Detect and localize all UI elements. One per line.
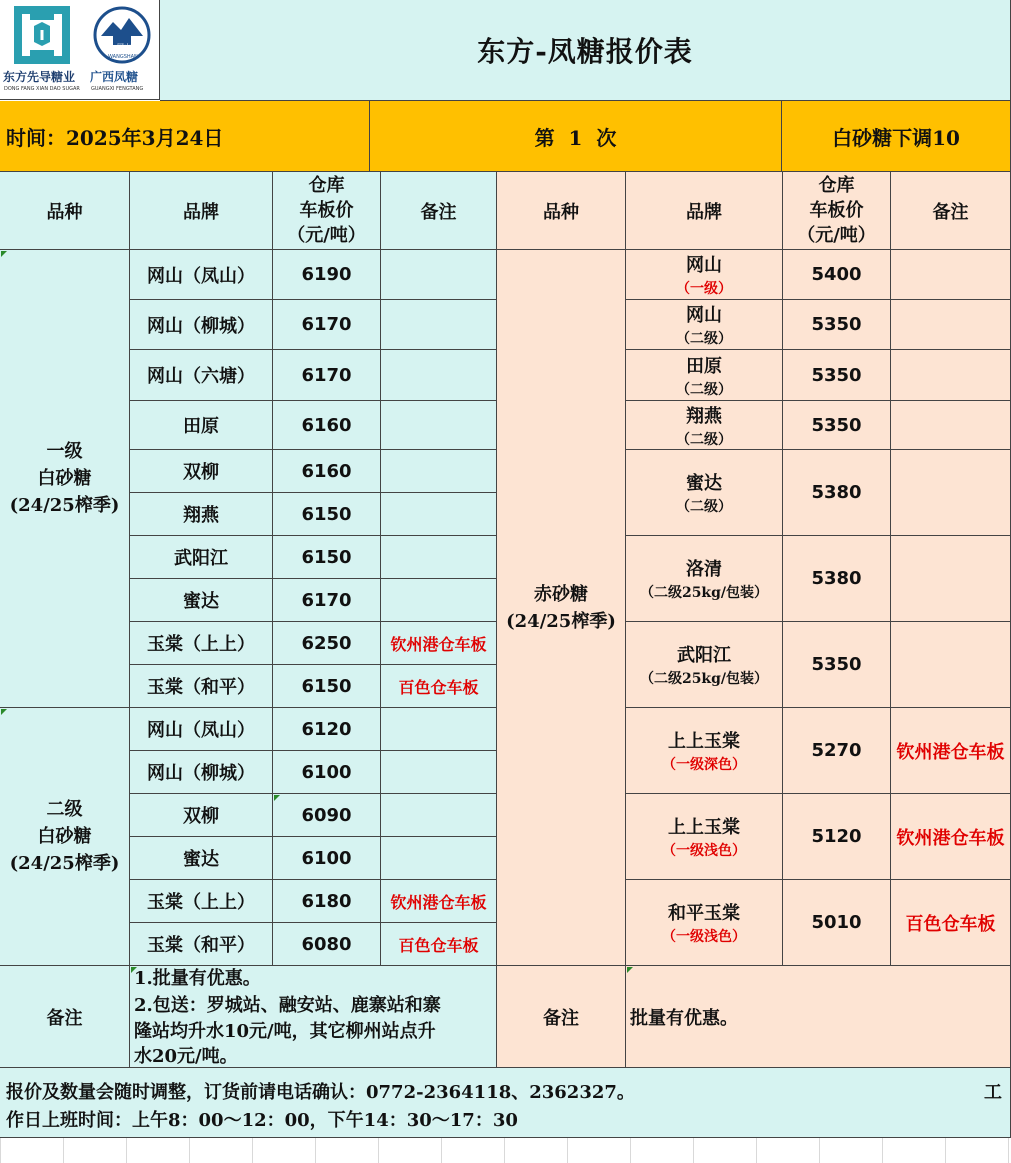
price-cell: 5350 [783,350,891,401]
brand-cell: 田原 [130,401,273,450]
brand-grade: （二级） [676,499,732,515]
remarks-text-right: 批量有优惠。 [626,966,1011,1068]
price-cell: 5380 [783,536,891,622]
footer-line-2: 作日上班时间：上午8：00～12：00，下午14：30～17：30 [6,1110,518,1131]
remark-cell [891,536,1011,622]
brand-name: 翔燕 [686,405,722,427]
brand-grade: （一级深色） [662,757,746,773]
remark-cell [891,450,1011,536]
header-brand-left: 品牌 [130,172,273,250]
remark-line: 隆站均升水10元/吨，其它柳州站点升 [134,1021,436,1042]
price-cell: 5400 [783,250,891,300]
brand-name: 网山 [686,255,722,276]
brand-cell: 武阳江 [130,536,273,579]
header-price-line: 仓库 [818,175,855,196]
brand-name: 上上玉棠 [668,817,740,838]
remark-cell: 百色仓车板 [381,665,497,708]
variety-line: 一级 [46,441,83,462]
price-cell: 5010 [783,880,891,966]
fengtang-logo-pinyin: GUANGXI FENGTANG [91,86,144,92]
header-price-line: 仓库 [308,175,345,196]
price-cell: 6180 [273,880,381,923]
remark-cell: 百色仓车板 [381,923,497,966]
footer-line-1-tail: 工 [984,1082,1002,1103]
wangshan-seal-text: WANGSHAN [108,54,138,60]
brand-cell: 双柳 [130,794,273,837]
header-variety-right: 品种 [497,172,626,250]
variety-line: 赤砂糖 [534,583,588,605]
brand-cell: 网山（凤山） [130,250,273,300]
adjustment-note: 白砂糖下调10 [782,101,1011,172]
brand-grade: （二级） [676,331,732,347]
brand-cell [626,794,783,880]
brand-cell: 蜜达 [130,579,273,622]
brand-name: 上上玉棠 [668,731,740,752]
variety-line: (24/25榨季) [506,610,616,632]
brand-name: 蜜达 [686,473,722,494]
footer-notice [0,1068,1011,1138]
dongfang-logo-name: 东方先导糖业 [3,70,76,84]
header-remark-left: 备注 [381,172,497,250]
brand-cell [626,350,783,401]
header-price-right [783,172,891,250]
remark-cell [381,794,497,837]
variety-line: 白砂糖 [37,468,92,489]
brand-grade: （一级浅色） [662,843,746,859]
remark-cell [381,579,497,622]
grade2-white-sugar-label [0,708,130,966]
variety-line: 二级 [46,799,83,820]
brand-name: 和平玉棠 [668,903,740,924]
brand-cell: 双柳 [130,450,273,493]
price-cell: 5350 [783,300,891,350]
brand-name: 武阳江 [677,645,731,666]
variety-line: (24/25榨季) [9,495,120,516]
price-cell: 6190 [273,250,381,300]
page-title: 东方-凤糖报价表 [160,0,1011,101]
variety-line: 白砂糖 [37,826,92,847]
brand-cell [626,880,783,966]
price-cell: 5380 [783,450,891,536]
grade1-white-sugar-label [0,250,130,708]
dongfang-logo-pinyin: DONG FANG XIAN DAO SUGAR [4,86,80,92]
brand-grade: （一级） [676,281,732,297]
price-cell: 6170 [273,579,381,622]
header-remark-right: 备注 [891,172,1011,250]
remark-cell [381,350,497,401]
header-price-left [273,172,381,250]
issue-label: 第 1 次 [370,101,782,172]
price-cell: 6120 [273,708,381,751]
price-cell: 6250 [273,622,381,665]
brand-cell [626,622,783,708]
dongfang-logo-icon [14,6,70,64]
brand-cell [626,300,783,350]
price-cell: 5120 [783,794,891,880]
brand-name: 洛清 [686,559,722,580]
price-cell: 6160 [273,401,381,450]
remark-cell [381,751,497,794]
price-cell: 5270 [783,708,891,794]
price-cell: 6100 [273,837,381,880]
brand-grade: （二级） [676,381,732,398]
header-price-line: 车板价 [809,200,864,221]
brand-cell: 网山（柳城） [130,300,273,350]
brand-cell: 玉棠（和平） [130,923,273,966]
date-label: 时间：2025年3月24日 [0,101,370,172]
brand-cell: 翔燕 [130,493,273,536]
brand-cell: 玉棠（上上） [130,622,273,665]
price-cell: 6100 [273,751,381,794]
logo-area [0,0,160,100]
remark-cell [381,493,497,536]
brand-grade: （二级25kg/包装） [639,585,769,601]
remark-line: 水20元/吨。 [134,1046,238,1067]
footer-line-1: 报价及数量会随时调整，订货前请电话确认：0772-2364118、2362327。 [6,1082,635,1103]
brand-grade: （一级浅色） [662,929,746,945]
remark-cell [891,300,1011,350]
remark-cell [891,622,1011,708]
remark-cell [381,300,497,350]
brand-grade: （二级25kg/包装） [639,671,769,687]
remark-cell: 钦州港仓车板 [381,880,497,923]
brand-cell: 网山（凤山） [130,708,273,751]
remark-cell [381,536,497,579]
remark-cell [891,401,1011,450]
remarks-label-right: 备注 [497,966,626,1068]
price-cell: 6080 [273,923,381,966]
price-cell: 6090 [273,794,381,837]
wangshan-seal-cn: 网山 [117,43,131,51]
price-cell: 6160 [273,450,381,493]
price-cell: 6150 [273,665,381,708]
remark-cell: 钦州港仓车板 [381,622,497,665]
brand-cell: 蜜达 [130,837,273,880]
brand-name: 田原 [686,355,722,377]
remark-cell [891,350,1011,401]
remark-line: 2.包送：罗城站、融安站、鹿寨站和寨 [134,995,441,1016]
price-cell: 5350 [783,622,891,708]
header-brand-right: 品牌 [626,172,783,250]
brand-cell [626,250,783,300]
fengtang-logo-name: 广西凤糖 [90,70,139,84]
remark-cell: 百色仓车板 [891,880,1011,966]
remarks-text-left [130,966,497,1068]
price-cell: 6170 [273,350,381,401]
brown-sugar-label [497,250,626,966]
variety-line: (24/25榨季) [9,853,120,874]
brand-name: 网山 [686,305,722,326]
price-cell: 6150 [273,493,381,536]
remarks-label-left: 备注 [0,966,130,1068]
price-cell: 5350 [783,401,891,450]
header-variety-left: 品种 [0,172,130,250]
remark-cell [381,401,497,450]
remark-cell [381,250,497,300]
header-price-line: （元/吨） [797,225,876,246]
remark-cell [381,708,497,751]
brand-cell [626,536,783,622]
header-price-line: 车板价 [299,200,354,221]
brand-cell: 玉棠（上上） [130,880,273,923]
brand-cell [626,708,783,794]
remark-cell [381,450,497,493]
remark-cell [381,837,497,880]
brand-cell: 网山（六塘） [130,350,273,401]
brand-cell: 玉棠（和平） [130,665,273,708]
remark-cell: 钦州港仓车板 [891,708,1011,794]
brand-cell [626,401,783,450]
brand-cell [626,450,783,536]
brand-cell: 网山（柳城） [130,751,273,794]
empty-grid-area [0,1138,1011,1163]
header-price-line: （元/吨） [287,225,366,246]
price-cell: 6150 [273,536,381,579]
brand-grade: （二级） [676,431,732,448]
remark-cell: 钦州港仓车板 [891,794,1011,880]
remark-cell [891,250,1011,300]
price-cell: 6170 [273,300,381,350]
remark-line: 1.批量有优惠。 [134,968,261,989]
